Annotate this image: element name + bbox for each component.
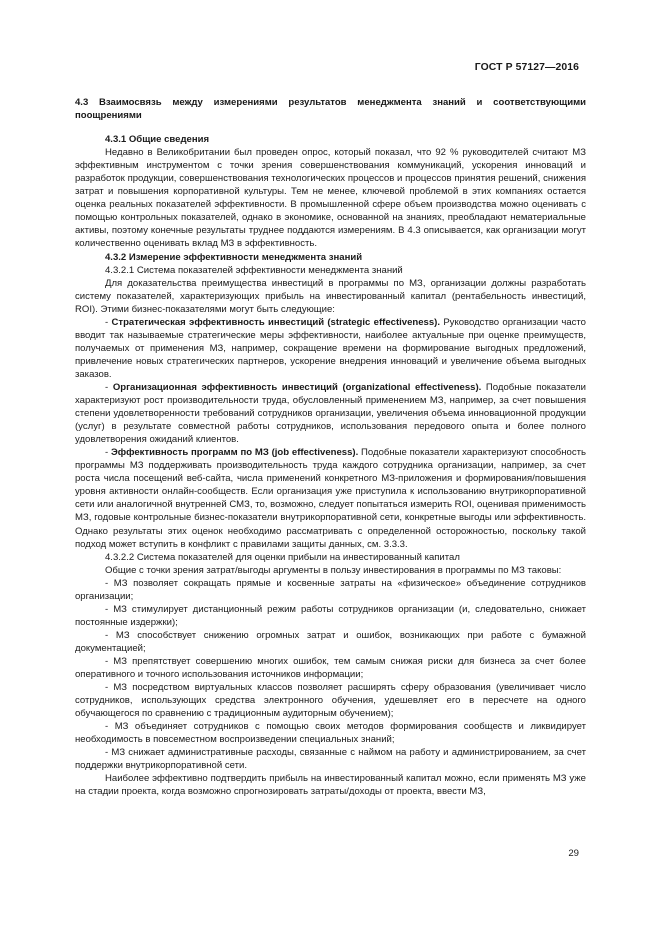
subsection-title-4-3-1: 4.3.1 Общие сведения (105, 134, 210, 146)
subsection-title-4-3-2-2: 4.3.2.2 Система показателей для оценки прибыли на инвестированный капитал (105, 551, 460, 563)
document-body (75, 96, 586, 798)
page-number: 29 (568, 848, 579, 859)
list-item: - Организационная эффективность инвестиций (organizational effectiveness). Подобные показатели характеризуют рост производительности труда, обусловленный применением МЗ, например, за счет повышения степени удовлетворенности требований сотрудников организации, увеличения объема инновационной продукции (услуг) в результате совместной работы сотрудников, использования передового опыта и более полного удовлетворения ожиданий клиентов. (75, 381, 587, 446)
section-title: 4.3 Взаимосвязь между измерениями результатов менеджмента знаний и соответствующими поощрениями (75, 97, 586, 122)
document-id: ГОСТ Р 57127—2016 (474, 62, 579, 73)
benefit-item: - МЗ объединяет сотрудников с помощью своих методов формирования сообществ и ликвидирует необходимость в повсеместном воспроизведении специальных знаний; (75, 721, 586, 746)
benefit-item: - МЗ препятствует совершению многих ошибок, тем самым снижая риски для бизнеса за счет более оперативного и точного использования источников информации; (75, 655, 586, 681)
closing-paragraph: Наиболее эффективно подтвердить прибыль на инвестированный капитал можно, если применять МЗ уже на стадии проекта, когда возможно спрогнозировать затраты/доходы от проекта, ввести МЗ, (75, 773, 586, 798)
benefit-item: - МЗ посредством виртуальных классов позволяет расширять сферу образования (увеличивает число сотрудников, использующих средства электронного обучения, удешевляет его в пересчете на одного обучающегося по сравнению с традиционным аудиторным обучением); (75, 682, 586, 720)
list-item: - Стратегическая эффективность инвестиций (strategic effectiveness). Руководство организации часто вводит так называемые стратегические меры эффективности, наиболее актуальные при оценке преимуществ, получаемых от применения МЗ, например, сокращение времени на формирование выгодных предложений, привлечение новых стратегических партнеров, ускорение внедрения инноваций и увеличение объема выгодных заказов. (75, 316, 586, 380)
subsection-title-4-3-2: 4.3.2 Измерение эффективности менеджмента знаний (105, 251, 363, 263)
paragraph-4-3-2-2-intro: Общие с точки зрения затрат/выгоды аргументы в пользу инвестирования в программы по МЗ таковы: (105, 564, 562, 576)
benefit-item: - МЗ способствует снижению огромных затрат и ошибок, возникающих при работе с бумажной документацией; (75, 629, 586, 654)
benefit-item: - МЗ позволяет сокращать прямые и косвенные затраты на «физическое» объединение сотрудников организации; (75, 577, 586, 602)
benefit-item: - МЗ снижает административные расходы, связанные с наймом на работу и администрированием, за счет поддержки внутрикорпоративной сети. (75, 747, 586, 772)
list-item: - Эффективность программ по МЗ (job effectiveness). Подобные показатели характеризуют способность программы МЗ поддерживать производительность труда каждого сотрудника организации, например, за счет роста числа посещений веб-сайта, числа применений конкретного МЗ-приложения и формирования/повышения уровня активности онлайн-сообществ. Если организация уже приступила к использованию внутрикорпоративной сети или аналогичной внутренней СМЗ, то, возможно, следует попытаться измерить ROI, оценивая применимость МЗ, годовые контрольные бизнес-показатели внутрикорпоративной сети, конкретные выгоды или эффективность. Однако результаты этих оценок необходимо рассматривать с определенной осторожностью, поскольку такой подход может вступить в конфликт с правилами защиты данных, см. 3.3.3. (75, 447, 586, 550)
paragraph-4-3-2-1: Для доказательства преимущества инвестиций в программы по МЗ, организации должны разработать систему показателей, характеризующих прибыль на инвестированный капитал (рентабельность инвестиций, ROI). Этими бизнес-показателями могут быть следующие: (75, 277, 586, 315)
paragraph-4-3-1: Недавно в Великобритании был проведен опрос, который показал, что 92 % руководителей считают МЗ эффективным инструментом с точки зрения совершенствования коммуникаций, ускорения инноваций и разработок продукции, совершенствования технологических процессов и процессов принятия решений, снижения затрат и повышения корпоративной культуры. Тем не менее, ключевой проблемой в этих компаниях остается оценка реальных показателей эффективности. В промышленной сфере объем производства можно оценивать с помощью контрольных показателей, однако в экономике, основанной на знаниях, преобладают нематериальные активы, поэтому конечные результаты труднее поддаются измерениям. В 4.3 описывается, как организации могут количественно оценивать вклад МЗ в эффективность. (75, 147, 586, 250)
subsection-title-4-3-2-1: 4.3.2.1 Система показателей эффективности менеджмента знаний (105, 264, 403, 276)
benefit-item: - МЗ стимулирует дистанционный режим работы сотрудников организации (и, следовательно, снижает постоянные издержки); (75, 603, 586, 628)
